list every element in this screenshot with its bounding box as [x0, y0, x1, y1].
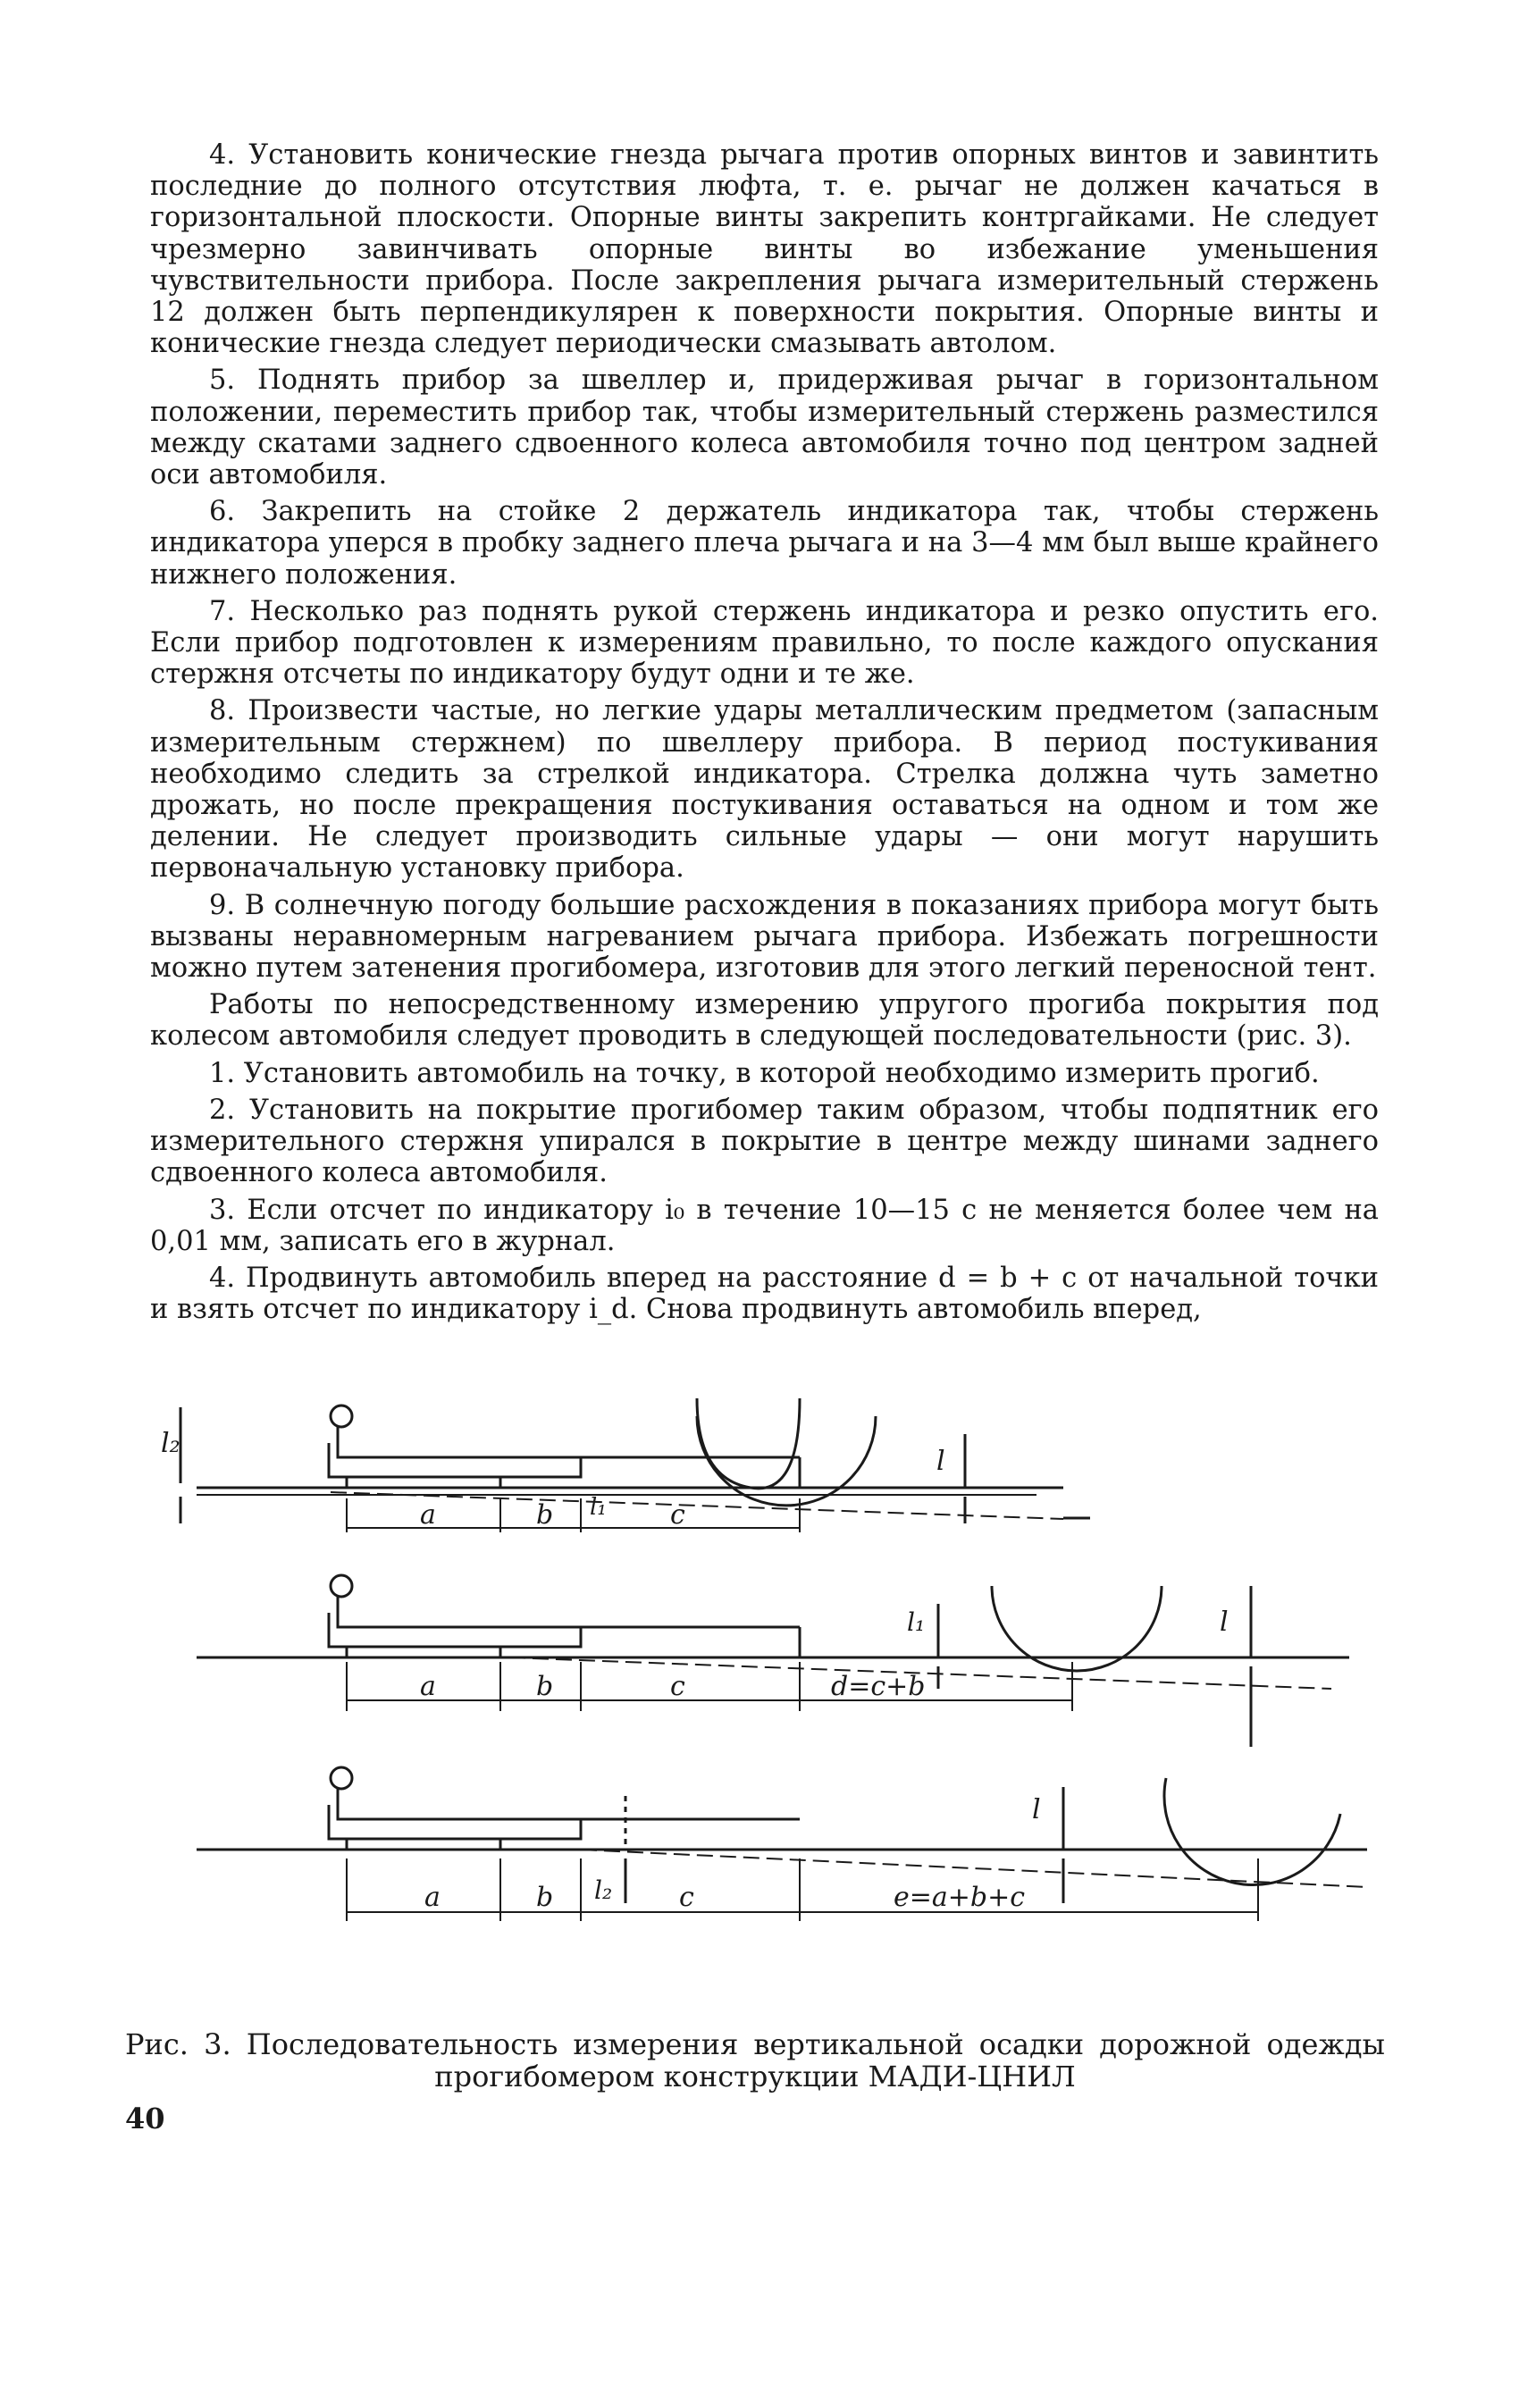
label-b1: b — [536, 1499, 554, 1531]
diagram-row-1 — [180, 1398, 1090, 1532]
label-l1-row2: l₁ — [907, 1607, 926, 1637]
paragraph: 9. В солнечную погоду большие расхождения в показаниях прибора могут быть вызваны неравномерным нагреванием рычага прибора. Избежать погрешности можно путем затенения прогибомера, изготовив для этого легкий переносной тент. — [150, 889, 1379, 985]
label-l2-row1: l₂ — [161, 1428, 180, 1459]
label-a3: a — [424, 1882, 441, 1913]
label-e3: e=a+b+c — [894, 1882, 1026, 1913]
indicator-gauge-icon — [331, 1575, 352, 1597]
paragraph: Работы по непосредственному измерению упругого прогиба покрытия под колесом автомобиля следует проводить в следующей последовательности (рис. 3). — [150, 989, 1379, 1053]
figure-caption — [125, 2028, 1385, 2093]
paragraph: 7. Несколько раз поднять рукой стержень индикатора и резко опустить его. Если прибор подготовлен к измерениям правильно, то после каждого опускания стержня отсчеты по индикатору будут одни и те же. — [150, 595, 1379, 691]
label-l-row2: l — [1220, 1607, 1229, 1638]
indicator-gauge-icon — [331, 1405, 352, 1427]
label-b2: b — [536, 1671, 554, 1702]
indicator-gauge-icon — [331, 1767, 352, 1789]
label-l2-row3: l₂ — [594, 1875, 613, 1905]
caption-line-1: Рис. 3. Последовательность измерения вертикальной осадки дорожной одежды — [125, 2027, 1385, 2061]
paragraph: 3. Если отсчет по индикатору i₀ в течение 10—15 с не меняется более чем на 0,01 мм, записать его в журнал. — [150, 1194, 1379, 1257]
diagram-row-2 — [197, 1575, 1349, 1747]
diagram-row-3 — [197, 1767, 1367, 1921]
label-d2: d=c+b — [831, 1671, 926, 1702]
page-number: 40 — [125, 2102, 165, 2135]
body-text — [150, 139, 1379, 1330]
deflection-diagram — [161, 1398, 1385, 2024]
figure-3-diagram — [161, 1398, 1385, 2408]
label-a1: a — [420, 1499, 436, 1531]
label-c2: c — [670, 1671, 685, 1702]
label-b3: b — [536, 1882, 554, 1913]
paragraph: 2. Установить на покрытие прогибомер таким образом, чтобы подпятник его измерительного стержня упирался в покрытие в центре между шинами заднего сдвоенного колеса автомобиля. — [150, 1094, 1379, 1189]
paragraph: 1. Установить автомобиль на точку, в которой необходимо измерить прогиб. — [209, 1057, 1320, 1089]
label-c3: c — [679, 1882, 694, 1913]
label-a2: a — [420, 1671, 436, 1702]
paragraph: 5. Поднять прибор за швеллер и, придерживая рычаг в горизонтальном положении, переместить прибор так, чтобы измерительный стержень разместился между скатами заднего сдвоенного колеса автомобиля точно под центром задней оси автомобиля. — [150, 365, 1379, 491]
paragraph: 4. Продвинуть автомобиль вперед на расстояние d = b + c от начальной точки и взять отсчет по индикатору i_d. Снова продвинуть автомобиль вперед, — [150, 1262, 1379, 1326]
paragraph: 6. Закрепить на стойке 2 держатель индикатора так, чтобы стержень индикатора уперся в пробку заднего плеча рычага и на 3—4 мм был выше крайнего нижнего положения. — [150, 496, 1379, 591]
paragraph: 8. Произвести частые, но легкие удары металлическим предметом (запасным измерительным стержнем) по швеллеру прибора. В период постукивания необходимо следить за стрелкой индикатора. Стрелка должна чуть заметно дрожать, но после прекращения постукивания оставаться на одном и том же делении. Не следует производить сильные удары — они могут нарушить первоначальную установку прибора. — [150, 695, 1379, 885]
caption-line-2: прогибомером конструкции МАДИ-ЦНИЛ — [434, 2060, 1076, 2093]
label-l1-row1: l₁ — [590, 1494, 607, 1521]
paragraph: 4. Установить конические гнезда рычага против опорных винтов и завинтить последние до полного отсутствия люфта, т. е. рычаг не должен качаться в горизонтальной плоскости. Опорные винты закрепить контргайками. Не следует чрезмерно завинчивать опорные винты во избежание уменьшения чувствительности прибора. После закрепления рычага измерительный стержень 12 должен быть перпендикулярен к поверхности покрытия. Опорные винты и конические гнезда следует периодически смазывать автолом. — [150, 139, 1379, 360]
label-l-row1: l — [936, 1446, 945, 1477]
label-l-row3: l — [1032, 1794, 1041, 1825]
label-c1: c — [670, 1499, 685, 1531]
